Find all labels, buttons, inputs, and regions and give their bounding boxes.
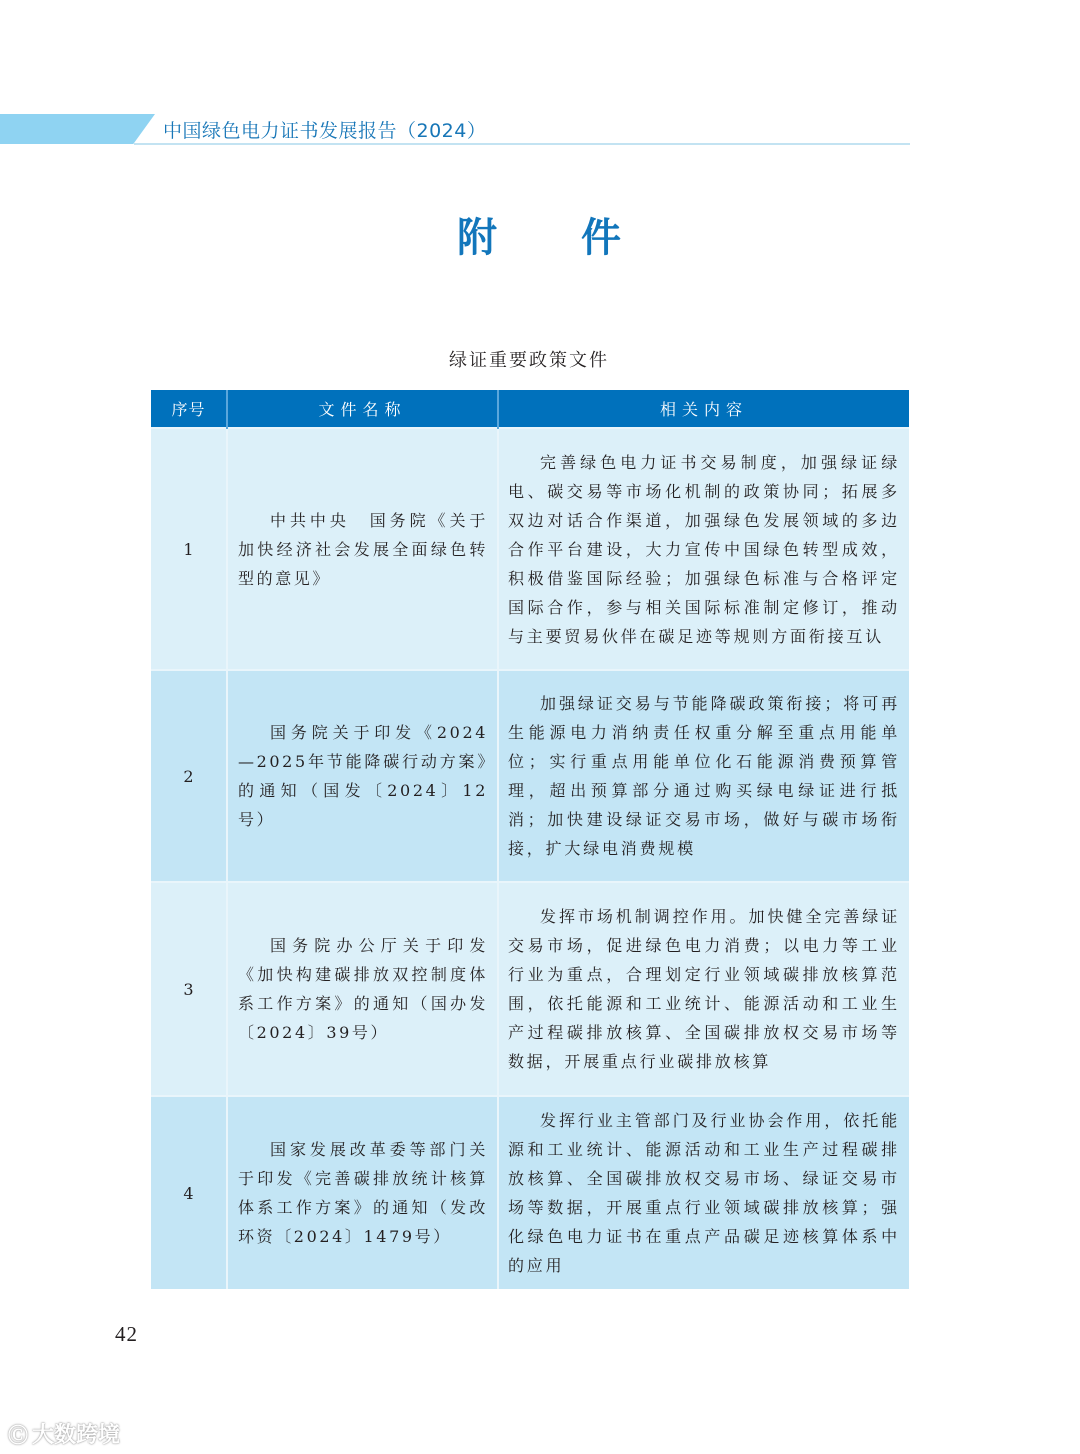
table-row [151, 1096, 909, 1289]
row-document-name [227, 882, 498, 1096]
row-document-name [227, 1096, 498, 1289]
header-divider [134, 143, 910, 145]
document-name-text: 国务院办公厅关于印发《加快构建碳排放双控制度体系工作方案》的通知（国办发〔2024〕39号） [238, 936, 488, 1042]
row-content [498, 1096, 909, 1289]
row-content [498, 428, 909, 670]
row-seq: 4 [151, 1096, 227, 1289]
watermark [8, 1418, 120, 1449]
table-row [151, 882, 909, 1096]
page-title-char: 件 [581, 215, 623, 261]
column-header-seq: 序号 [151, 390, 227, 428]
document-name-text: 国家发展改革委等部门关于印发《完善碳排放统计核算体系工作方案》的通知（发改环资〔2024〕1479号） [238, 1140, 488, 1246]
table-header-row [151, 390, 909, 428]
page-title-char: 附 [457, 215, 499, 261]
page-title [0, 206, 1080, 263]
policy-documents-table [151, 390, 909, 1289]
document-name-text: 中共中央 国务院《关于加快经济社会发展全面绿色转型的意见》 [238, 510, 488, 588]
table-row [151, 428, 909, 670]
content-text: 完善绿色电力证书交易制度，加强绿证绿电、碳交易等市场化机制的政策协同；拓展多双边对话合作渠道，加强绿色发展领域的多边合作平台建设，大力宣传中国绿色转型成效，积极借鉴国际经验；加强绿色标准与合格评定国际合作，参与相关国际标准制定修订，推动与主要贸易伙伴在碳足迹等规则方面衔接互认 [508, 452, 900, 646]
row-seq: 1 [151, 428, 227, 670]
row-document-name [227, 428, 498, 670]
row-seq: 3 [151, 882, 227, 1096]
row-document-name [227, 670, 498, 882]
content-text: 发挥行业主管部门及行业协会作用，依托能源和工业统计、能源活动和工业生产过程碳排放核算、全国碳排放权交易市场、绿证交易市场等数据，开展重点行业领域碳排放核算；强化绿色电力证书在重点产品碳足迹核算体系中的应用 [508, 1111, 900, 1275]
content-text: 发挥市场机制调控作用。加快健全完善绿证交易市场，促进绿色电力消费；以电力等工业行业为重点，合理划定行业领域碳排放核算范围，依托能源和工业统计、能源活动和工业生产过程碳排放核算、全国碳排放权交易市场等数据，开展重点行业碳排放核算 [508, 907, 900, 1071]
column-header-name: 文件名称 [227, 390, 498, 428]
row-seq: 2 [151, 670, 227, 882]
table-row [151, 670, 909, 882]
row-content [498, 882, 909, 1096]
running-header [0, 114, 910, 145]
watermark-text: 大数跨境 [32, 1423, 121, 1448]
page-number: 42 [115, 1322, 138, 1346]
running-title: 中国绿色电力证书发展报告（2024） [163, 120, 487, 142]
header-accent-band [0, 114, 155, 144]
document-name-text: 国务院关于印发《2024—2025年节能降碳行动方案》的通知（国发〔2024〕12号） [238, 723, 488, 829]
row-content [498, 670, 909, 882]
column-header-content: 相关内容 [498, 390, 909, 428]
logo-icon: Ⓒ [8, 1423, 28, 1447]
content-text: 加强绿证交易与节能降碳政策衔接；将可再生能源电力消纳责任权重分解至重点用能单位；实行重点用能单位化石能源消费预算管理，超出预算部分通过购买绿电绿证进行抵消；加快建设绿证交易市场，做好与碳市场衔接，扩大绿电消费规模 [508, 694, 900, 858]
table-caption: 绿证重要政策文件 [449, 350, 609, 371]
